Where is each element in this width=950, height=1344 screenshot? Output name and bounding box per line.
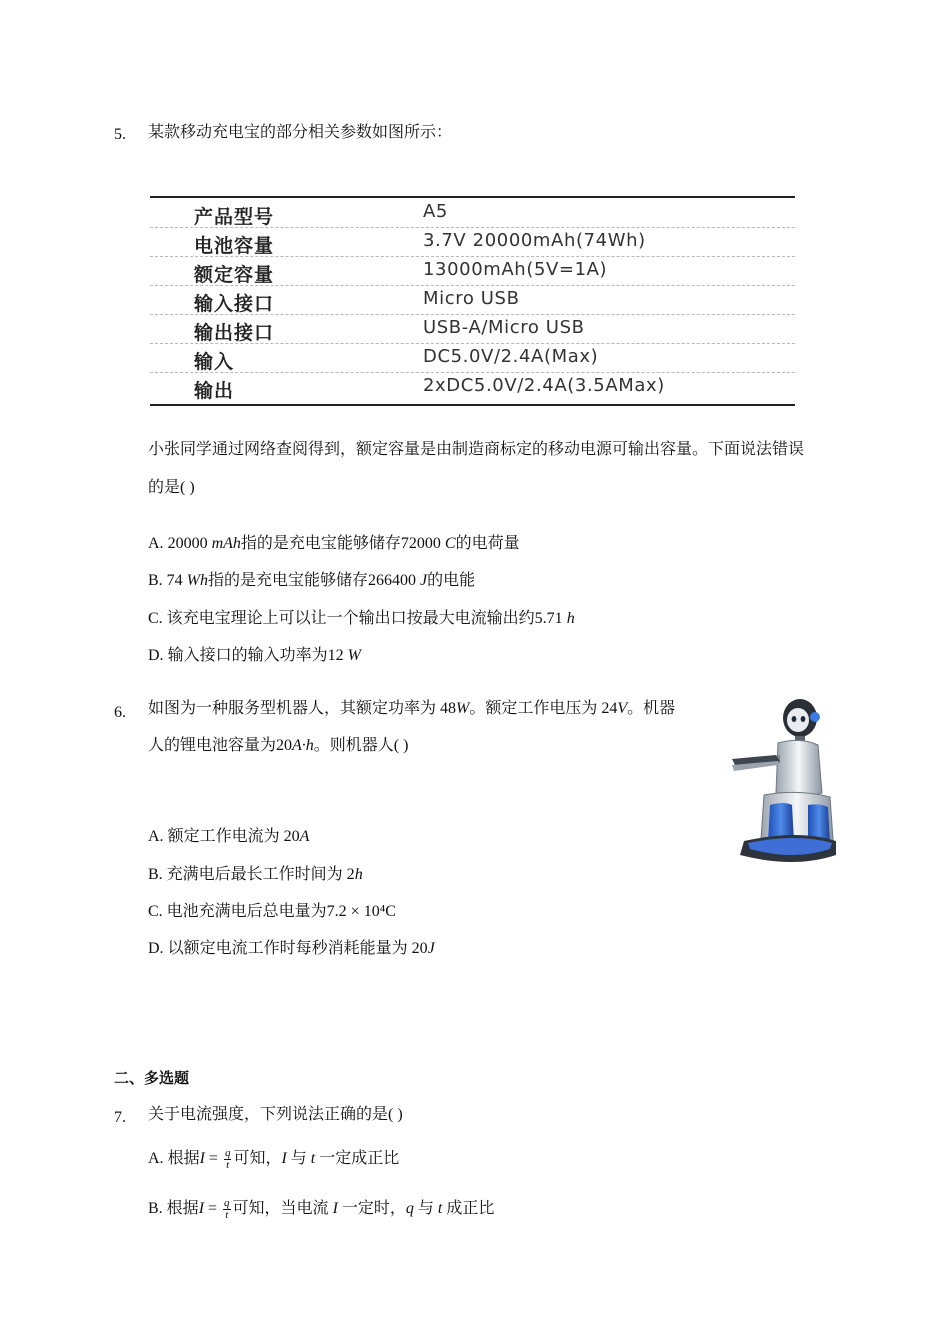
table-row [150,343,795,373]
spec-key: 额定容量 [194,264,275,286]
table-row [150,372,795,401]
q7-option-a: A. 根据I = $\frac{q}{t}$ 可知，I 与 t 一定成正比 [148,1146,400,1171]
q5-desc-line1: 小张同学通过网络查阅得到，额定容量是由制造商标定的移动电源可输出容量。下面说法错误 [148,441,805,458]
q7-stem: 关于电流强度，下列说法正确的是( ) [148,1106,403,1123]
spec-key: 输出接口 [194,322,275,344]
spec-value: 2xDC5.0V/2.4A(3.5AMax) [423,375,665,396]
spec-value: 13000mAh(5V=1A) [423,259,608,280]
table-row [150,198,795,228]
spec-value: A5 [423,201,448,222]
q7-number: 7. [114,1109,126,1126]
robot-illustration-icon [718,693,838,869]
table-row [150,256,795,286]
spec-table [150,196,795,406]
q6-option-a: A. 额定工作电流为 20A [148,828,310,845]
spec-key: 产品型号 [194,206,275,228]
spec-value: USB-A/Micro USB [423,317,585,338]
q7-option-b: B. 根据I = $\frac{q}{t}$ 可知，当电流 I 一定时，q 与 t 成正比 [148,1196,495,1221]
fraction-q-over-t: $\frac{q}{t}$ [224,1196,230,1221]
q6-stem-line2: 人的锂电池容量为20A·h。则机器人( ) [148,737,409,754]
table-row [150,227,795,257]
q5-option-a: A. 20000 mAh指的是充电宝能够储存72000 C的电荷量 [148,535,520,552]
q5-number: 5. [114,126,126,143]
q5-stem: 某款移动充电宝的部分相关参数如图所示： [148,124,453,141]
spec-value: DC5.0V/2.4A(Max) [423,346,599,367]
q5-option-b: B. 74 Wh指的是充电宝能够储存266400 J的电能 [148,572,476,589]
spec-value: 3.7V 20000mAh(74Wh) [423,230,646,251]
q6-option-c: C. 电池充满电后总电量为7.2 × 10⁴C [148,903,396,920]
q6-number: 6. [114,704,126,721]
spec-key: 输入 [194,351,235,373]
q5-option-c: C. 该充电宝理论上可以让一个输出口按最大电流输出约5.71 h [148,610,575,627]
spec-key: 输出 [194,380,235,402]
q6-option-b: B. 充满电后最长工作时间为 2h [148,866,363,883]
spec-key: 输入接口 [194,293,275,315]
table-row [150,285,795,315]
q6-option-d: D. 以额定电流工作时每秒消耗能量为 20J [148,940,435,957]
fraction-q-over-t: $\frac{q}{t}$ [224,1146,231,1171]
q6-stem-line1: 如图为一种服务型机器人，其额定功率为 48W。额定工作电压为 24V。机器 [148,700,676,717]
q5-option-d: D. 输入接口的输入功率为12 W [148,647,361,664]
table-row [150,314,795,344]
section-title: 二、多选题 [114,1069,190,1087]
table-bottom-rule [150,404,795,406]
q5-desc-line2: 的是( ) [148,479,195,496]
spec-value: Micro USB [423,288,520,309]
spec-key: 电池容量 [194,235,275,257]
